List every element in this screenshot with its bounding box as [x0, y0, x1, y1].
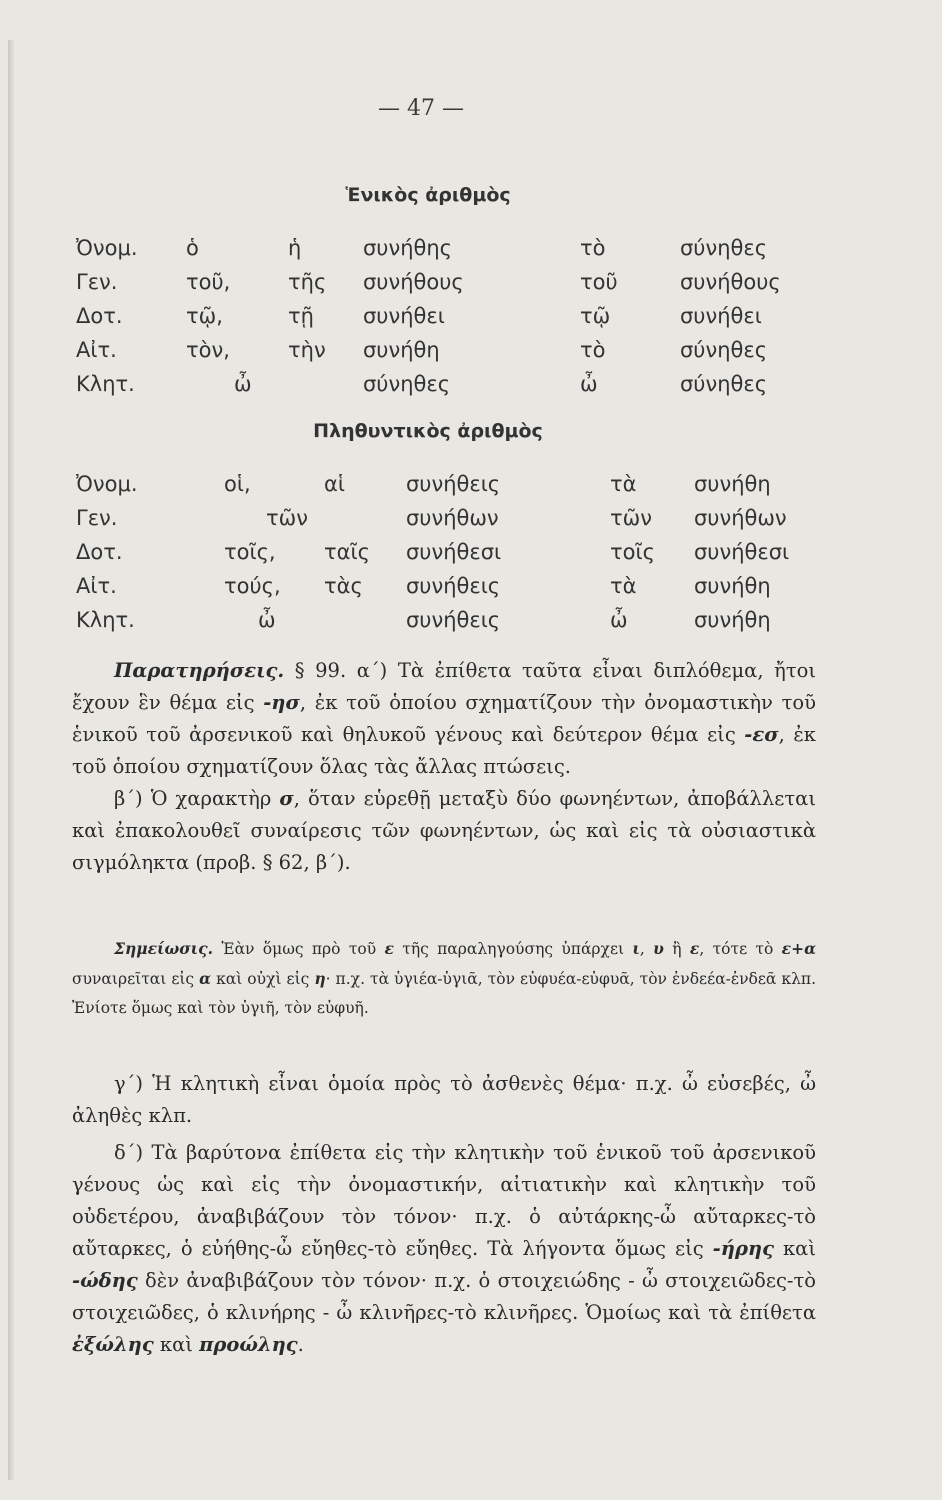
article-neuter: τοῦ — [580, 270, 618, 294]
case-label: Ὀνομ. — [76, 236, 138, 260]
article-masculine: τούς, — [224, 574, 281, 598]
delta-section — [72, 1137, 816, 1361]
adjective-form: συνήθων — [406, 506, 499, 530]
article-feminine: ταῖς — [324, 540, 370, 564]
article-masculine: τὸν, — [186, 338, 230, 362]
ending: -ώδης — [72, 1269, 138, 1292]
case-label: Κλητ. — [76, 372, 135, 396]
adjective-neuter-form: συνήθεσι — [694, 540, 790, 564]
article-masculine: τοῦ, — [186, 270, 231, 294]
text-run: § 99. α΄) Τὰ ἐπίθετα ταῦτα εἶναι διπλόθεμα, ἤτοι ἔχουν ἓν θέμα εἰς — [72, 659, 816, 714]
case-label: Κλητ. — [76, 608, 135, 632]
page-binding-shadow — [8, 40, 14, 1480]
article-masculine: τοῖς, — [224, 540, 276, 564]
note-section — [72, 934, 816, 1023]
table-row — [76, 574, 816, 608]
vocative-particle-neuter: ὦ — [610, 608, 628, 632]
table-row — [76, 338, 816, 372]
adjective-neuter-form: συνήθων — [694, 506, 787, 530]
case-label: Αἰτ. — [76, 338, 117, 362]
article-feminine: ἡ — [288, 236, 302, 260]
adjective-form: συνήθεις — [406, 472, 501, 496]
text-run: , — [639, 940, 654, 958]
text-run: , ἐκ τοῦ ὁποίου σχηματίζουν τὴν ὀνομαστικὴν τοῦ ἑνικοῦ τοῦ ἀρσενικοῦ καὶ θηλυκοῦ γένους καὶ δεύτερον θέμα εἰς — [72, 691, 816, 746]
text-run: . — [297, 1333, 304, 1356]
adjective-form: συνήθης — [363, 236, 452, 260]
article-feminine: τὰς — [324, 574, 363, 598]
case-label: Δοτ. — [76, 304, 123, 328]
adjective-form: συνήθη — [363, 338, 440, 362]
adjective-form: συνήθους — [363, 270, 464, 294]
vocative-particle-neuter: ὦ — [580, 372, 598, 396]
article-masculine: ὁ — [186, 236, 199, 260]
adjective-form: συνήθεις — [406, 574, 501, 598]
vocative-particle: ὦ — [258, 608, 276, 632]
text-run: δὲν ἀναβιβάζουν τὸν τόνον· π.χ. ὁ στοιχειώδης - ὦ στοιχειῶδες-τὸ στοιχειῶδες, ὁ κλινήρης - ὦ κλινῆρες-τὸ κλινῆρες. Ὁμοίως καὶ τὰ ἐπίθετα — [72, 1269, 816, 1324]
character-letter: σ — [279, 787, 294, 810]
letter: η — [314, 969, 326, 988]
text-run: · π.χ. τὰ ὑγιέα-ὑγιᾶ, τὸν εὐφυέα-εὐφυᾶ, τὸν ἐνδεέα-ἐνδεᾶ κλπ. Ἐνίοτε ὅμως καὶ τὸν ὑγιῆ, τὸν εὐφυῆ. — [72, 970, 817, 1017]
table-row — [76, 472, 816, 506]
case-label: Ὀνομ. — [76, 472, 138, 496]
article-neuter: τὰ — [610, 574, 637, 598]
paragraph-note — [72, 934, 816, 1023]
case-label: Αἰτ. — [76, 574, 117, 598]
letter: ε — [689, 939, 700, 958]
table-row — [76, 506, 816, 540]
text-run: ἢ — [663, 940, 690, 958]
adjective-neuter-form: συνήθη — [694, 574, 771, 598]
article-neuter: τὸ — [580, 236, 606, 260]
letter: ε+α — [781, 939, 817, 958]
table-row — [76, 608, 816, 642]
adjective-neuter-form: συνήθους — [680, 270, 781, 294]
article-feminine: τῇ — [288, 304, 314, 328]
article-feminine: τῆς — [288, 270, 327, 294]
stem-ending: -εσ — [744, 723, 779, 746]
text-run: , ἐκ τοῦ ὁποίου σχηματίζουν ὅλας τὰς ἄλλας πτώσεις. — [72, 723, 816, 778]
letter: ι — [632, 939, 640, 958]
text-run: συναιρεῖται εἰς — [72, 970, 200, 988]
plural-declension-table — [76, 472, 816, 642]
adjective-form: σύνηθες — [363, 372, 451, 396]
word-example: προώλης — [199, 1333, 298, 1356]
ending: -ήρης — [712, 1237, 774, 1260]
text-run: Ἐὰν ὅμως πρὸ τοῦ — [213, 940, 385, 958]
note-title: Σημείωσις. — [114, 939, 214, 958]
text-run: , ὅταν εὑρεθῇ μεταξὺ δύο φωνηέντων, ἀποβάλλεται καὶ ἐπακολουθεῖ συναίρεσις τῶν φωνηέντων, ὡς καὶ εἰς τὰ οὐσιαστικὰ σιγμόληκτα (προβ. § 62, β΄). — [72, 787, 816, 874]
article-masculine: τῷ, — [186, 304, 223, 328]
case-label: Δοτ. — [76, 540, 123, 564]
letter: υ — [653, 939, 664, 958]
table-row — [76, 236, 816, 270]
adjective-neuter-form: συνήθει — [680, 304, 762, 328]
adjective-neuter-form: συνήθη — [694, 608, 771, 632]
observations-section — [72, 655, 816, 879]
paragraph-alpha — [72, 655, 816, 783]
stem-ending: -ησ — [263, 691, 300, 714]
table-row — [76, 540, 816, 574]
article-neuter: τῷ — [580, 304, 611, 328]
adjective-neuter-form: σύνηθες — [680, 236, 768, 260]
case-label: Γεν. — [76, 506, 118, 530]
singular-declension-table — [76, 236, 816, 406]
table-row — [76, 372, 816, 406]
text-run: δ΄) Τὰ βαρύτονα ἐπίθετα εἰς τὴν κλητικὴν τοῦ ἑνικοῦ τοῦ ἀρσενικοῦ γένους ὡς καὶ εἰς τὴν ὀνομαστικήν, αἰτιατικὴν καὶ κλητικὴν τοῦ οὐδετέρου, ἀναβιβάζουν τὸν τόνον· π.χ. ὁ αὐτάρκης-ὦ αὔταρκες-τὸ αὔταρκες, ὁ εὐήθης-ὦ εὔηθες-τὸ εὔηθες. Τὰ λήγοντα ὅμως εἰς — [72, 1141, 816, 1260]
plural-heading: Πληθυντικὸς ἀριθμὸς — [313, 420, 543, 442]
article-feminine: αἱ — [324, 472, 345, 496]
page-number: — 47 — — [378, 96, 464, 121]
letter: α — [199, 969, 212, 988]
text-run: καὶ — [773, 1237, 816, 1260]
paragraph-delta — [72, 1137, 816, 1361]
word-example: ἐξώλης — [72, 1333, 154, 1356]
adjective-form: συνήθει — [363, 304, 445, 328]
adjective-form: συνήθεσι — [406, 540, 502, 564]
letter: ε — [384, 939, 394, 958]
vocative-particle: ὦ — [234, 372, 252, 396]
adjective-neuter-form: σύνηθες — [680, 372, 768, 396]
text-run: β΄) Ὁ χαρακτὴρ — [114, 787, 280, 810]
article-neuter: τὰ — [610, 472, 637, 496]
paragraph-beta — [72, 783, 816, 879]
text-run: , τότε τὸ — [699, 940, 782, 958]
article-neuter: τὸ — [580, 338, 606, 362]
gamma-section — [72, 1068, 816, 1132]
adjective-neuter-form: συνήθη — [694, 472, 771, 496]
article-neuter: τοῖς — [610, 540, 655, 564]
adjective-form: συνήθεις — [406, 608, 501, 632]
adjective-neuter-form: σύνηθες — [680, 338, 768, 362]
text-run: καὶ — [153, 1333, 200, 1356]
case-label: Γεν. — [76, 270, 118, 294]
table-row — [76, 304, 816, 338]
observations-title: Παρατηρήσεις. — [114, 659, 285, 682]
table-row — [76, 270, 816, 304]
paragraph-gamma: γ΄) Ἡ κλητικὴ εἶναι ὁμοία πρὸς τὸ ἀσθενὲς θέμα· π.χ. ὦ εὐσεβές, ὦ ἀληθὲς κλπ. — [72, 1072, 816, 1127]
article-neuter: τῶν — [610, 506, 652, 530]
singular-heading: Ἑνικὸς ἀριθμὸς — [345, 184, 511, 206]
text-run: καὶ οὐχὶ εἰς — [211, 970, 315, 988]
article-common: τῶν — [266, 506, 308, 530]
article-feminine: τὴν — [288, 338, 326, 362]
text-run: τῆς παραληγούσης ὑπάρχει — [393, 940, 633, 958]
article-masculine: οἱ, — [224, 472, 251, 496]
